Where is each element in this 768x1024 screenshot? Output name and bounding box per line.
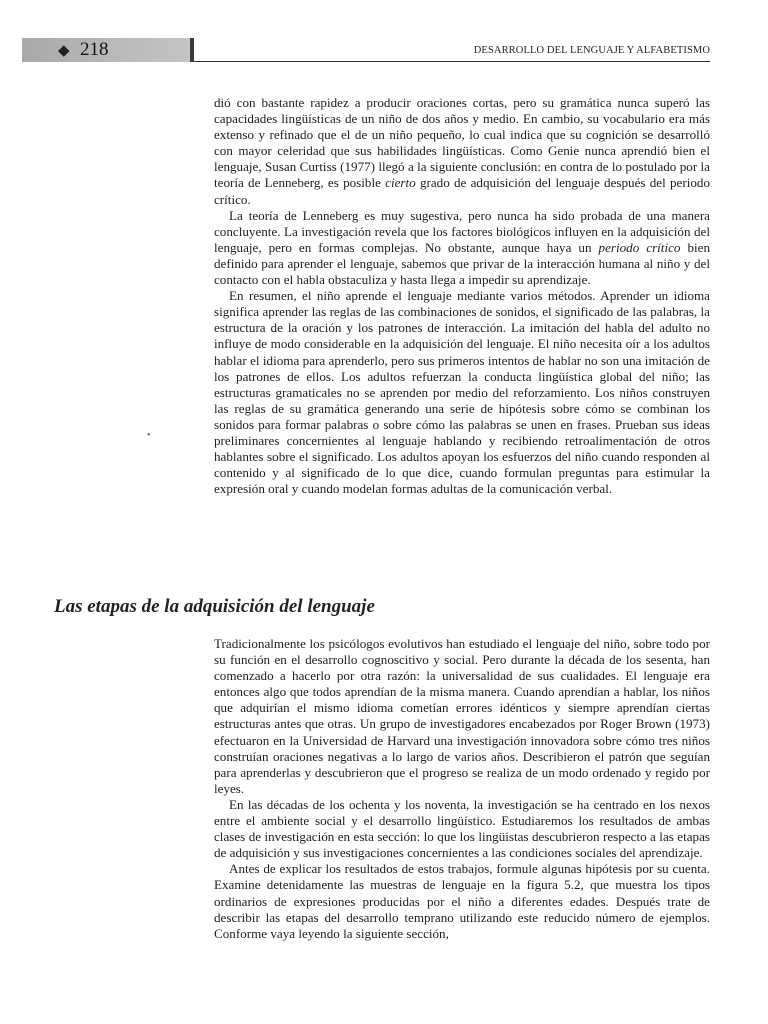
paragraph: Antes de explicar los resultados de estos trabajos, formule algunas hipótesis por su cuenta. Examine detenidamente las muestras de lenguaje en la figura 5.2, que muestra los tipos ordinarios de expresiones producidas por el niño a diferentes edades. Después trate de describir las etapas del desarrollo temprano utilizando este reducido número de ejemplos. Conforme vaya leyendo la siguiente sección, <box>214 861 710 941</box>
paragraph: La teoría de Lenneberg es muy sugestiva, pero nunca ha sido probada de una manera concluyente. La investigación revela que los factores biológicos influyen en la adquisición del lenguaje, pero en formas complejas. No obstante, aunque haya un periodo crítico bien definido para aprender el lenguaje, sabemos que privar de la interacción humana al niño y del contacto con el habla obstaculiza y hasta llega a impedir su aprendizaje. <box>214 207 711 288</box>
section-heading: Las etapas de la adquisición del lenguaje <box>54 596 375 617</box>
header-rule <box>194 61 710 62</box>
stray-mark: • <box>147 430 151 441</box>
paragraph: dió con bastante rapidez a producir oraciones cortas, pero su gramática nunca superó las capacidades lingüísticas de un niño de dos años y medio. En cambio, su vocabulario era más extenso y refinado que el de un niño pequeño, lo cual indica que su cognición se desarrolló con mayor celeridad que sus habilidades lingüísticas. Como Genie nunca aprendió bien el lenguaje, Susan Curtiss (1977) llegó a la siguiente conclusión: en contra de lo postulado por la teoría de Lenneberg, es posible cierto grado de adquisición del lenguaje después del periodo crítico. <box>214 95 710 207</box>
running-head: DESARROLLO DEL LENGUAJE Y ALFABETISMO <box>473 45 710 56</box>
paragraph: En resumen, el niño aprende el lenguaje mediante varios métodos. Aprender un idioma significa aprender las reglas de las combinaciones de sonidos, el significado de las palabras, la estructura de la oración y los patrones de interacción. La imitación del habla del adulto no influye de modo considerable en la adquisición del lenguaje. El niño necesita oír a los adultos hablar el idioma para aprenderlo, pero sus primeros intentos de hablar no son una imitación de los patrones de ellos. Los adultos refuerzan la conducta lingüística global del niño; las estructuras gramaticales no se aprenden por medio del reforzamiento. Los niños construyen las reglas de su gramática generando una serie de hipótesis sobre cómo se combinan los sonidos para formar palabras o sobre cómo las palabras se unen en frases. Prueban sus ideas preliminares concernientes al lenguaje hablando y recibiendo retroalimentación de otros hablantes sobre el significado. Los adultos apoyan los esfuerzos del niño cuando responden al contenido y al significado de lo que dice, cuando formulan preguntas para estimular la expresión oral y cuando modelan formas adultas de la comunicación verbal. <box>214 288 710 497</box>
paragraph: Tradicionalmente los psicólogos evolutivos han estudiado el lenguaje del niño, sobre todo por su función en el desarrollo cognoscitivo y social. Pero durante la década de los sesenta, han comenzado a hacerlo por otra razón: la universalidad de sus cualidades. El lenguaje era entonces algo que todos aprendían de la misma manera. Cuando aprendían a hablar, los niños que adquirían el mismo idioma cometían errores idénticos y siempre aprendían ciertas estructuras antes que otras. Un grupo de investigadores encabezados por Roger Brown (1973) efectuaron en la Universidad de Harvard una investigación innovadora sobre cómo tres niños construían oraciones negativas a lo largo de varios años. Describieron el patrón que seguían para aprenderlas y descubrieron que el progreso se realiza de un modo ordenado y regido por leyes. <box>214 636 710 796</box>
body-text-bottom <box>214 636 710 942</box>
diamond-bullet-icon: ◆ <box>58 43 70 59</box>
paragraph: En las décadas de los ochenta y los noventa, la investigación se ha centrado en los nexos entre el ambiente social y el desarrollo lingüístico. Estudiaremos los resultados de ambas clases de investigación en esta sección: lo que los lingüistas descubrieron respecto a las etapas de adquisición y sus investigaciones concernientes a las condiciones sociales del aprendizaje. <box>214 796 710 861</box>
page-number-tab <box>22 38 194 62</box>
page-number: 218 <box>80 39 109 60</box>
body-text-top <box>214 95 710 497</box>
